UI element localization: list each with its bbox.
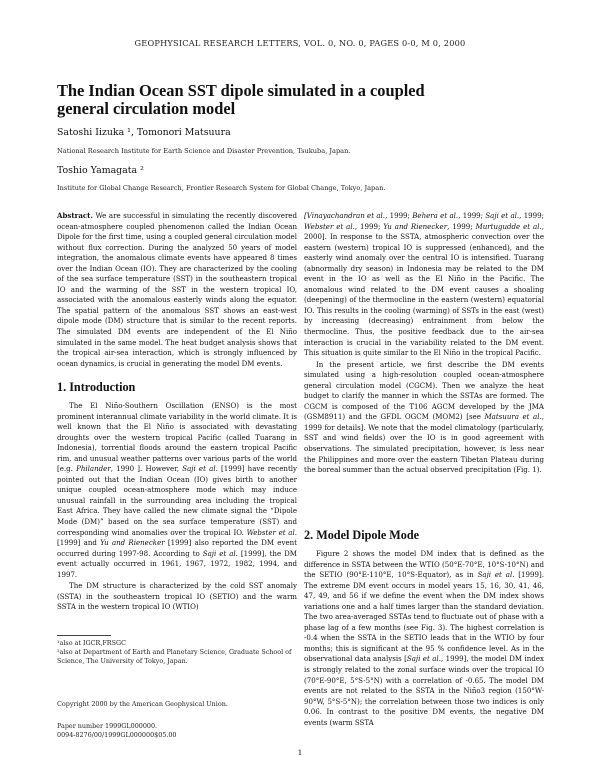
citation: Behera et al. (412, 211, 459, 220)
intro-paragraph-2-continued (304, 211, 544, 359)
affiliation-2: Institute for Global Change Research, Frontier Research System for Global Change, Tokyo, Japan. (57, 184, 386, 192)
abstract-label: Abstract. (57, 211, 93, 220)
text-run: , 1990 ]. However, (110, 464, 183, 474)
footnote-rule (57, 635, 111, 636)
citation: Saji et al. (182, 464, 218, 474)
citation: Philander (76, 464, 111, 474)
citation: Webster et al. (304, 221, 355, 231)
left-column (57, 211, 297, 369)
text-run: , 1999; (519, 211, 544, 220)
citation: Saji et al. (477, 570, 515, 580)
text-run: , 1999; (354, 221, 384, 231)
text-run: [1999] and (57, 538, 101, 548)
text-run: , 1999], the model DM index is strongly related to the zonal surface winds over the tropical IO (70°E-90°E, 5°S-5°N) with a correlation of -0.65. The model DM events are not related to the SSTA in the Niño3 region (150°W-90°W, 5°S-5°N); the correlation between those two indices is only 0.06. In contrast to the positive DM events, the negative DM events (warm SSTA (304, 654, 544, 727)
author-line-2: Toshio Yamagata ² (57, 165, 144, 176)
citation: Webster et al. (246, 527, 298, 537)
citation: Murtugudde et al. (475, 221, 542, 231)
footnote-2: ²also at Department of Earth and Planetary Science, Graduate School of Science, The University of Tokyo, Japan. (57, 648, 292, 665)
abstract-text: We are successful in simulating the recently discovered ocean-atmosphere coupled phenomenon called the Indian Ocean Dipole for the first time, using a coupled general circulation model without flux correction. During the analyzed 50 years of model integration, the anomalous climate events have appeared 8 times over the Indian Ocean (IO). They are characterized by the cooling of the sea surface temperature (SST) in the southeastern tropical IO and the warming of the SST in the western tropical IO, associated with the anomalous easterly winds along the equator. The spatial pattern of the anomalous SST shows an east-west dipole mode (DM) structure that is similar to the recent reports. The simulated DM events are independent of the El Niño simulated in the same model. The heat budget analysis shows that the tropical air-sea interaction, which is strongly influenced by ocean dynamics, is crucial in generating the model DM events. (57, 211, 297, 368)
footnotes (57, 639, 297, 666)
paper-title: The Indian Ocean SST dipole simulated in a coupled general circulation model (57, 81, 425, 118)
text-run: The El Niño-Southern Oscillation (ENSO) is the most prominent interannual climate variability in the world climate. It is well known that the El Niño is associated with devastating droughts over the western tropical Pacific (called Tuarang in Indonesia), torrential floods around the eastern tropical Pacific rim, and unusual weather patterns over various parts of the world [e.g. (57, 401, 297, 474)
text-run: , 1999; (447, 221, 476, 231)
citation: Matsuura et al. (484, 412, 542, 422)
text-run: In the present article, we first describe the DM events simulated using a high-resolution coupled ocean-atmosphere general circulation model (CGCM). Then we analyze the heat budget to clarify the manner in which the SSTAs are formed. The CGCM is composed of the T106 AGCM developed by the JMA (GSM8911) and the GFDL OGCM (MOM2) [see (304, 359, 544, 422)
citation: Yu and Rienecker (100, 538, 165, 548)
right-column (304, 211, 544, 476)
model-dipole-body (304, 549, 544, 728)
citation: Saji et al. (485, 211, 520, 220)
intro-paragraph-1 (57, 401, 297, 580)
running-head: GEOPHYSICAL RESEARCH LETTERS, VOL. 0, NO. 0, PAGES 0-0, M 0, 2000 (134, 38, 466, 48)
text-run: [1999] have recently pointed out that the Indian Ocean (IO) gives birth to another unique coupled ocean-atmosphere mode which may induce unusual rainfall in the surrounding area including the tropical East Africa. They have called the new climate signal the “Dipole Mode (DM)” based on the sea surface temperature (SST) and corresponding wind anomalies over the tropical IO. (57, 464, 298, 537)
author-line-1: Satoshi Iizuka ¹, Tomonori Matsuura (57, 127, 231, 138)
citation: [Vinayachandran et al. (304, 211, 386, 220)
intro-paragraph-2: The DM structure is characterized by the cold SST anomaly (SSTA) in the southeastern tropical IO (SETIO) and the warm SSTA in the western tropical IO (WTIO) (57, 581, 297, 612)
text-run: Figure 2 shows the model DM index that is defined as the difference in SSTA between the WTIO (50°E-70°E, 10°S-10°N) and the SETIO (90°E-110°E, 10°S-Equator), as in (304, 549, 544, 580)
citation: Saji et al. (406, 654, 441, 664)
text-run: [1999], the DM event actually occurred in 1961, 1967, 1972, 1982, 1994, and 1997. (57, 548, 297, 579)
text-run: [1999]. The extreme DM event occurs in model years 15, 16, 30, 41, 46, 47, 49, and 56 if we define the event when the DM index shows variations one and a half times larger than the standard deviation. The two area-averaged SSTAs tend to fluctuate out of phase with a phase lag of a few months (see Fig. 3). The highest correlation is -0.4 when the SSTA in the SETIO leads that in the WTIO by four months; this is significant at the 95 % confidence level. As in the observational data analysis [ (304, 570, 544, 664)
text-run: , 1999; (458, 211, 486, 220)
text-run: , 1999 for details]. We note that the model climatology (particularly, SST and wind fields) over the IO is in good agreement with observations. The simulated precipitation, however, is less near the Philippines and more over the eastern Tibetan Plateau during the boreal summer than the actual observed precipitation (Fig. 1). (304, 412, 544, 475)
text-run: , 2000]. In response to the SSTA, atmospheric convection over the eastern (western) tropical IO is suppressed (enhanced), and the easterly wind anomaly over the central IO is intensified. Tuarang (abnormally dry season) in Indonesia may be related to the DM event in the IO as well as the El Niño in the Pacific. The anomalous wind related to the DM event causes a shoaling (deepening) of the thermocline in the eastern (western) equatorial IO. This results in the cooling (warming) of SSTs in the east (west) by increasing (decreasing) entrainment from below the thermocline. Thus, the positive feedback due to the air-sea interaction is crucial in the variability related to the DM event. This situation is quite similar to the El Niño in the tropical Pacific. (304, 221, 544, 358)
footnote-1: ¹also at IGCR,FRSGC (57, 639, 126, 647)
text-run: [1999] also reported the DM event occurred during 1997-98. According to (57, 538, 297, 558)
copyright-notice: Copyright 2000 by the American Geophysical Union. (57, 700, 228, 708)
page-number: 1 (297, 748, 303, 757)
introduction-body (57, 401, 297, 613)
paper-number-block (57, 722, 177, 740)
abstract (57, 211, 297, 369)
paper-number: Paper number 1999GL000000. (57, 722, 158, 730)
section-1-heading: 1. Introduction (57, 380, 136, 394)
citation: Yu and Rienecker (383, 221, 448, 231)
citation: Saji et al. (202, 548, 238, 558)
affiliation-1: National Research Institute for Earth Science and Disaster Prevention, Tsukuba, Japan. (57, 147, 351, 155)
intro-paragraph-3 (304, 360, 544, 476)
issn-code: 0094-8276/00/1999GL000000$05.00 (57, 731, 177, 739)
section-2-paragraph-1 (304, 549, 544, 728)
section-2-heading: 2. Model Dipole Mode (304, 528, 420, 542)
text-run: , 1999; (385, 211, 413, 220)
